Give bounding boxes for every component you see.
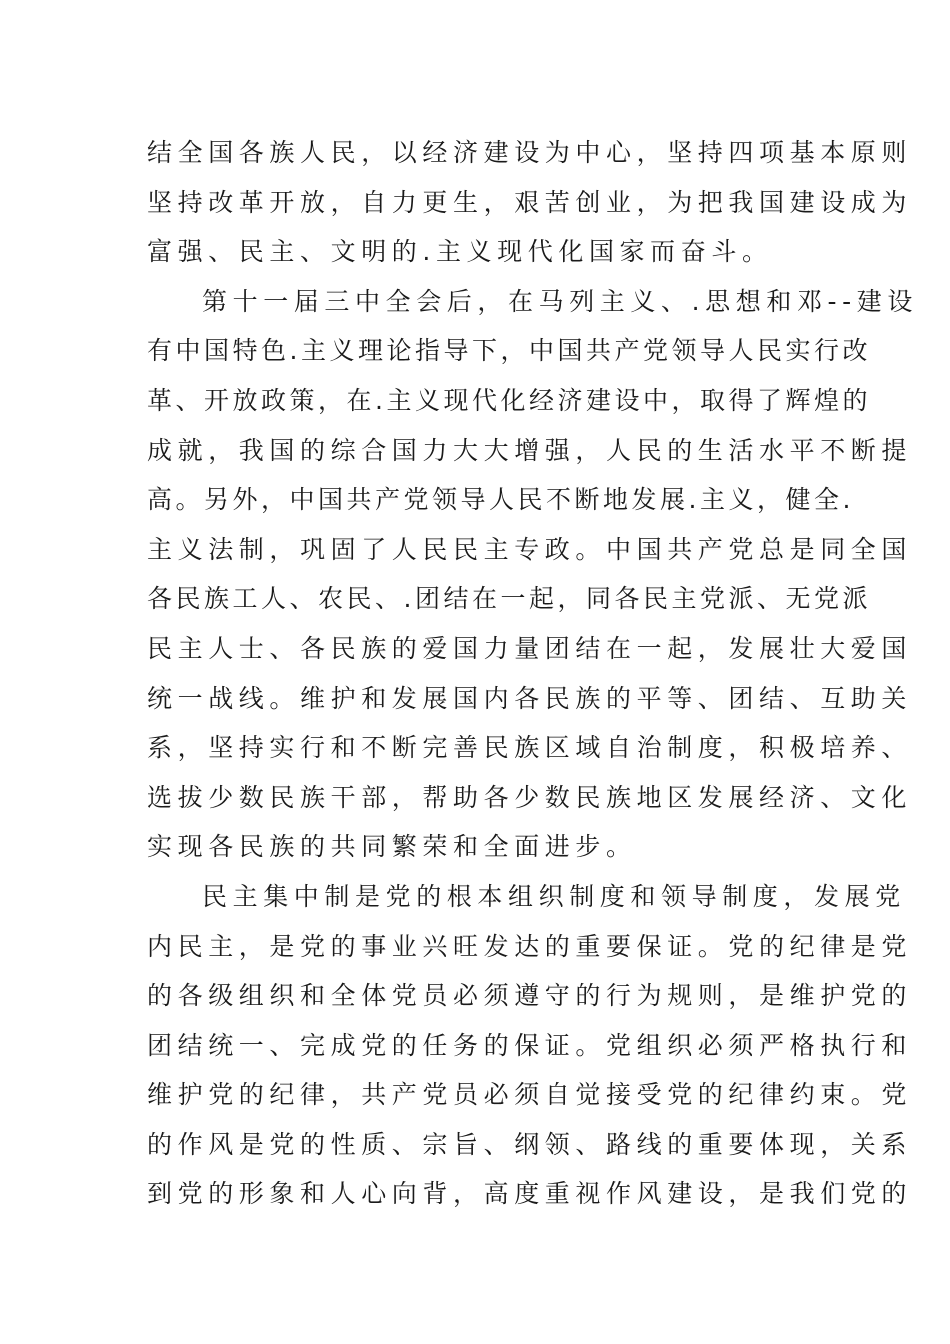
text-line: 高。另外，中国共产党领导人民不断地发展.主义，健全. [147,485,854,515]
text-line: 成就，我国的综合国力大大增强，人民的生活水平不断提 [147,435,913,465]
text-line: 民主集中制是党的根本组织制度和领导制度，发展党 [202,881,906,911]
text-line: 革、开放政策，在.主义现代化经济建设中，取得了辉煌的 [147,385,871,415]
text-line: 民主人士、各民族的爱国力量团结在一起，发展壮大爱国 [147,633,913,663]
text-line: 主义法制，巩固了人民民主专政。中国共产党总是同全国 [147,534,913,564]
text-line: 结全国各族人民，以经济建设为中心，坚持四项基本原则 [147,138,913,167]
text-line: 有中国特色.主义理论指导下，中国共产党领导人民实行改 [147,336,871,366]
text-line: 实现各民族的共同繁荣和全面进步。 [147,832,637,862]
text-line: 坚持改革开放，自力更生，艰苦创业，为把我国建设成为 [147,187,913,217]
text-line: 维护党的纪律，共产党员必须自觉接受党的纪律约束。党 [147,1080,913,1110]
text-line: 系，坚持实行和不断完善民族区域自治制度，积极培养、 [147,733,913,763]
text-line: 到党的形象和人心向背，高度重视作风建设，是我们党的 [147,1179,913,1209]
text-line: 各民族工人、农民、.团结在一起，同各民主党派、无党派 [147,584,871,614]
text-line: 第十一届三中全会后，在马列主义、.思想和邓--建设 [202,286,918,316]
text-line: 的各级组织和全体党员必须遵守的行为规则，是维护党的 [147,981,913,1011]
body-text [147,128,918,1219]
text-line: 的作风是党的性质、宗旨、纲领、路线的重要体现，关系 [147,1129,913,1159]
text-line: 富强、民主、文明的.主义现代化国家而奋斗。 [147,237,773,267]
text-line: 选拔少数民族干部，帮助各少数民族地区发展经济、文化 [147,782,913,812]
text-line: 团结统一、完成党的任务的保证。党组织必须严格执行和 [147,1030,913,1060]
text-line: 内民主，是党的事业兴旺发达的重要保证。党的纪律是党 [147,931,913,961]
text-line: 统一战线。维护和发展国内各民族的平等、团结、互助关 [147,683,913,713]
